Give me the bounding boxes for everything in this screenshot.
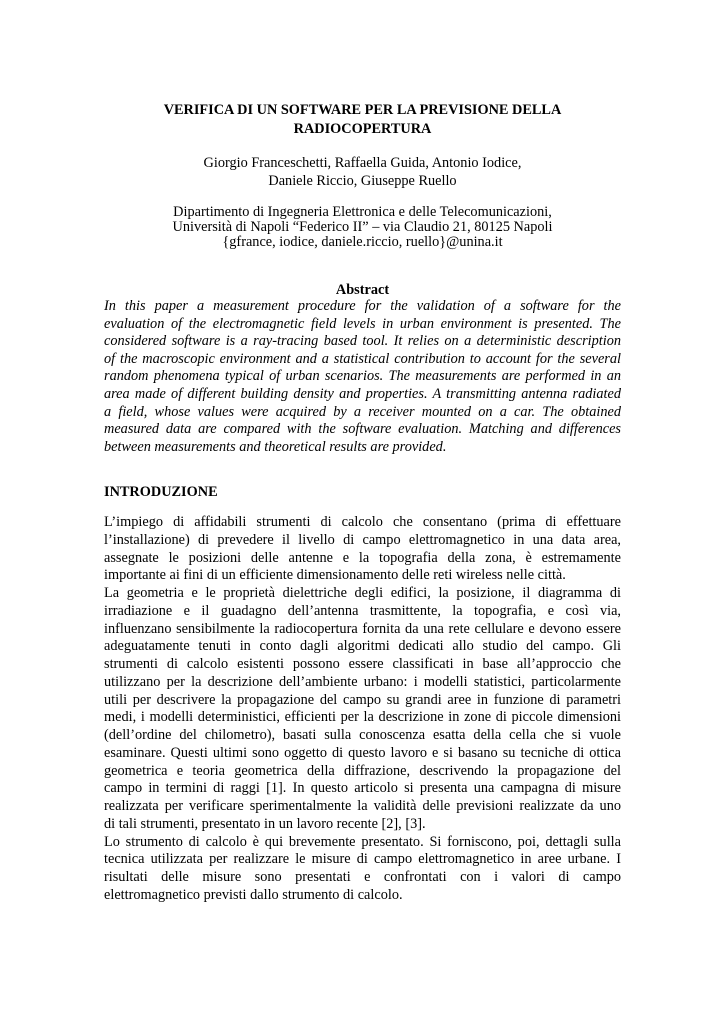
body-line: geometrica e teoria geometrica della diffrazione, descrivendo la propagazione del [104,762,621,779]
body-line: (dell’ordine del chilometro), basati sulla conoscenza esatta della cella che si vuole [104,727,621,743]
abstract-line: a field, whose values were acquired by a receiver mounted on a car. The obtained [104,403,621,420]
body-line: realizzata per verificare sperimentalmente la validità delle previsioni realizzate da uno [104,798,621,814]
body-line: risultati delle misure sono presentati e confrontati con i valori di campo [104,869,621,885]
introduction-body [104,514,621,905]
abstract-heading: Abstract [335,282,390,298]
body-line: Lo strumento di calcolo è qui brevemente presentato. Si forniscono, poi, dettagli sulla [104,833,621,850]
section-heading-introduzione: INTRODUZIONE [104,484,218,500]
body-line: importante ai fini di un efficiente dimensionamento delle reti wireless nelle città. [104,567,566,584]
body-line: utilizzano per la descrizione dell’ambiente urbano: i modelli statistici, particolarmente [104,673,621,690]
body-line: elettromagnetico previsti dallo strumento di calcolo. [104,886,403,903]
title-line: RADIOCOPERTURA [293,121,432,137]
body-line: adeguatamente tenuti in conto dagli algoritmi dedicati allo studio del campo. Gli [104,638,621,655]
abstract-line: considered software is a ray-tracing based tool. It relies on a deterministic description [104,333,621,350]
body-line: l’installazione) di prevedere il livello di campo elettromagnetico in una data area, [104,531,621,548]
body-line: La geometria e le proprietà dielettriche degli edifici, la posizione, il diagramma di [104,585,621,601]
body-line: assegnate le posizioni delle antenne e la topografia della zona, è estremamente [104,549,621,566]
body-line: tecnica utilizzata per realizzare le misure di campo elettromagnetico in aree urbane. I [104,851,621,868]
author-list [104,154,621,190]
abstract-line: In this paper a measurement procedure for the validation of a software for the [104,298,621,314]
body-line: irradiazione e il guadagno dell’antenna trasmittente, la topografia, e così via, [104,602,621,619]
abstract-line: area made of different building density and properties. A transmitting antenna radiated [104,385,621,402]
abstract-line: of the macroscopic environment and a statistical contribution to account for the several [104,350,621,367]
affiliation-line: Università di Napoli “Federico II” – via Claudio 21, 80125 Napoli [172,219,553,235]
body-line: utili per descrivere la propagazione del campo su grandi aree in funzione di parametri [104,691,621,708]
abstract-line: evaluation of the electromagnetic field levels in urban environment is presented. The [104,315,621,332]
paper-title [104,101,621,139]
body-line: di tali strumenti, presentato in un lavoro recente [2], [3]. [104,815,426,832]
body-line: strumenti di calcolo esistenti possono essere classificati in base all’approccio che [104,656,621,672]
affiliation-block [104,205,621,250]
author-line: Giorgio Franceschetti, Raffaella Guida, Antonio Iodice, [203,155,522,171]
abstract-line: random phenomena typical of urban scenarios. The measurements are performed in an [104,368,621,385]
body-line: influenzano sensibilmente la radiocopertura fornita da una rete cellulare e devono essere [104,620,621,637]
author-line: Daniele Riccio, Giuseppe Ruello [268,173,457,189]
affiliation-email-line: {gfrance, iodice, daniele.riccio, ruello}@unina.it [222,234,503,250]
abstract-line: measured data are compared with the software evaluation. Matching and differences [104,421,621,438]
body-line: L’impiego di affidabili strumenti di calcolo che consentano (prima di effettuare [104,514,621,530]
abstract-body [104,298,621,456]
body-line: campo in termini di raggi [1]. In questo articolo si presenta una campagna di misure [104,780,621,797]
affiliation-line: Dipartimento di Ingegneria Elettronica e delle Telecomunicazioni, [173,204,552,220]
body-line: esaminare. Questi ultimi sono oggetto di questo lavoro e si basano su tecniche di ottica [104,744,621,761]
abstract-line: between measurements and theoretical results are provided. [104,438,447,455]
title-line: VERIFICA DI UN SOFTWARE PER LA PREVISIONE DELLA [163,102,562,118]
body-line: medi, i modelli deterministici, efficienti per la descrizione in zone di piccole dimensioni [104,709,621,726]
